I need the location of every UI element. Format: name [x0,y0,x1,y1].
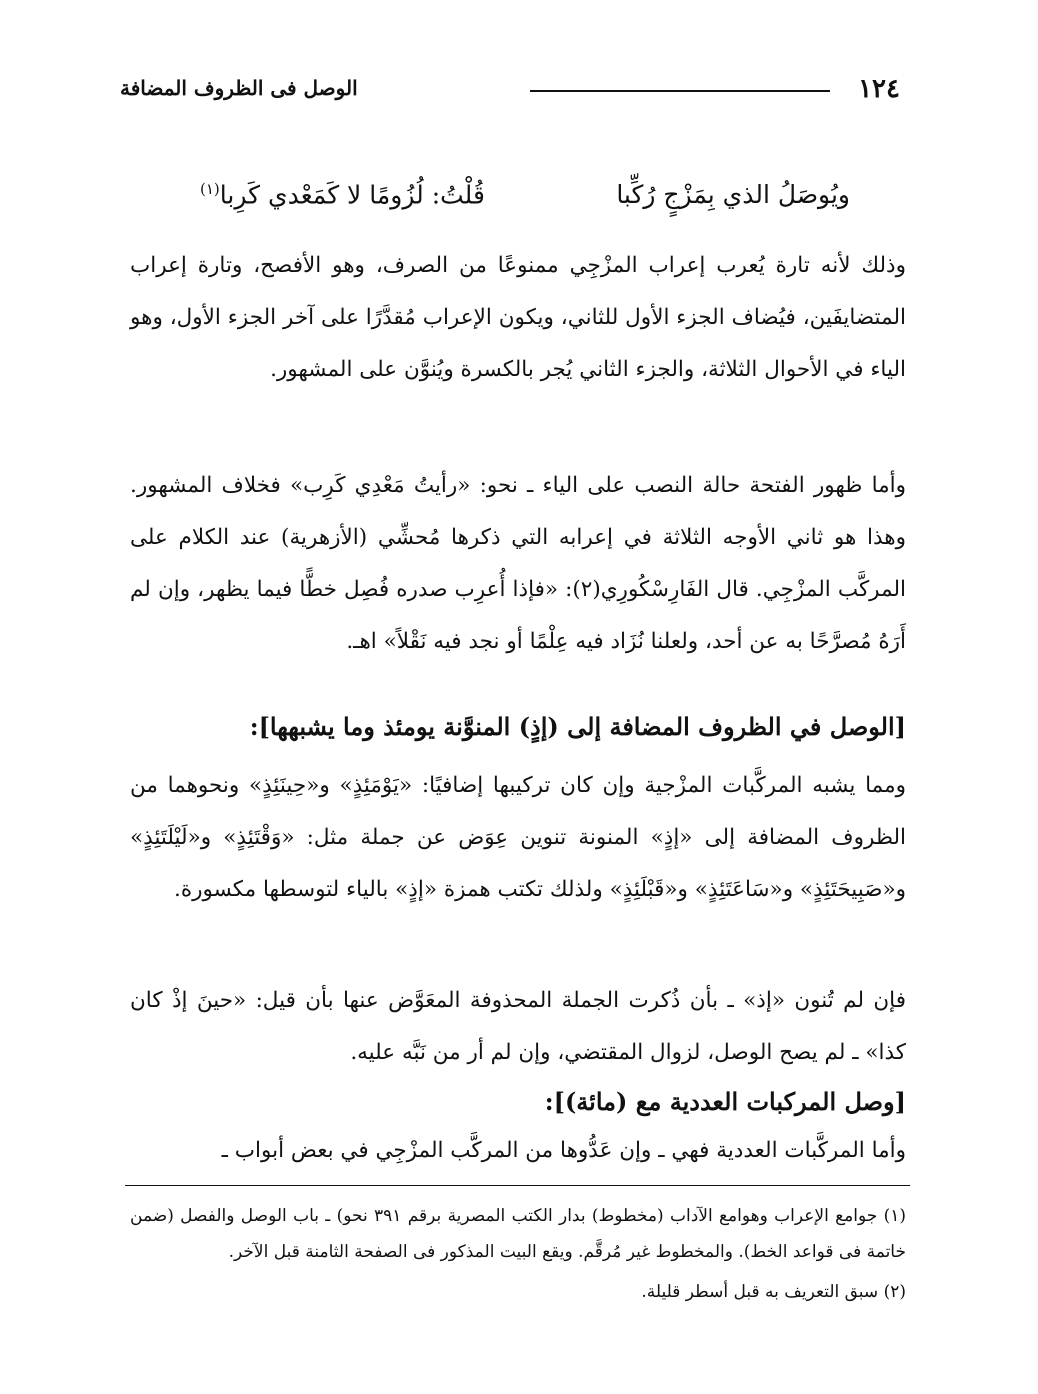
paragraph-3: ومما يشبه المركَّبات المزْجية وإن كان تركيبها إضافيًا: «يَوْمَئِذٍ» و«حِينَئِذٍ» ونحوهما من الظروف المضافة إلى «إذٍ» المنونة تنوين عِوَض عن جملة مثل: «وَقْتَئِذٍ» و«لَيْلَتَئِذٍ» و«صَبِيحَتَئِذٍ» و«سَاعَتَئِذٍ» و«قَبْلَئِذٍ» ولذلك تكتب همزة «إذٍ» بالياء لتوسطها مكسورة. [130,773,906,902]
paragraph-5: وأما المركَّبات العددية فهي ـ وإن عَدُّوها من المركَّب المزْجِي في بعض أبواب ـ [221,1138,906,1163]
footnote-2: (٢) سبق التعريف به قبل أسطر قليلة. [641,1282,906,1302]
header-rule [530,90,830,92]
footnotes [130,1198,906,1314]
verse-hemistich-1: ويُوصَلُ الذي بِمَزْجٍ رُكِّبا [616,180,850,209]
footnote-1: (١) جوامع الإعراب وهوامع الآداب (مخطوط) بدار الكتب المصرية برقم ٣٩١ نحو) ـ باب الوصل والفصل (ضمن خاتمة فى قواعد الخط). والمخطوط غير مُرقَّم. ويقع البيت المذكور فى الصفحة الثامنة قبل الآخر. [130,1206,906,1262]
paragraph-2: وأما ظهور الفتحة حالة النصب على الياء ـ نحو: «رأيتُ مَعْدِي كَرِب» فخلاف المشهور. وهذا هو ثاني الأوجه الثلاثة في إعرابه التي ذكرها مُحشِّي (الأزهرية) عند الكلام على المركَّب المزْجِي. قال الفَارِسْكُورِي(٢): «فإذا أُعرِب صدره فُصِل خطًّا فيما يظهر، وإن لم أَرَهُ مُصرَّحًا به عن أحد، ولعلنا نُزَاد فيه عِلْمًا أو نجد فيه نَقْلاً» اهـ. [130,473,906,654]
page-header [120,70,900,110]
paragraph-1: وذلك لأنه تارة يُعرب إعراب المزْجِي ممنوعًا من الصرف، وهو الأفصح، وتارة إعراب المتضايفَين، فيُضاف الجزء الأول للثاني، ويكون الإعراب مُقدَّرًا على آخر الجزء الأول، وهو الياء في الأحوال الثلاثة، والجزء الثاني يُجر بالكسرة ويُنوَّن على المشهور. [130,253,906,382]
section-heading-1: [الوصل في الظروف المضافة إلى (إذٍ) المنوَّنة يومئذ وما يشبهها]: [249,712,906,741]
section-heading-2: [وصل المركبات العددية مع (مائة)]: [544,1087,906,1116]
verse-hemistich-2-text: قُلْتُ: لُزُومًا لا كَمَعْدي كَرِبا [219,180,485,210]
paragraph-4: فإن لم تُنون «إذ» ـ بأن ذُكرت الجملة المحذوفة المعَوَّض عنها بأن قيل: «حينَ إذْ كان كذا» ـ لم يصح الوصل، لزوال المقتضي، وإن لم أر من نَبَّه عليه. [130,988,906,1065]
poetry-verse [200,180,850,224]
running-title: الوصل فى الظروف المضافة [120,76,358,100]
verse-hemistich-2 [200,180,485,209]
footnote-marker-1: (١) [200,180,220,198]
page-number: ١٢٤ [858,74,900,104]
footnote-separator [125,1185,910,1186]
